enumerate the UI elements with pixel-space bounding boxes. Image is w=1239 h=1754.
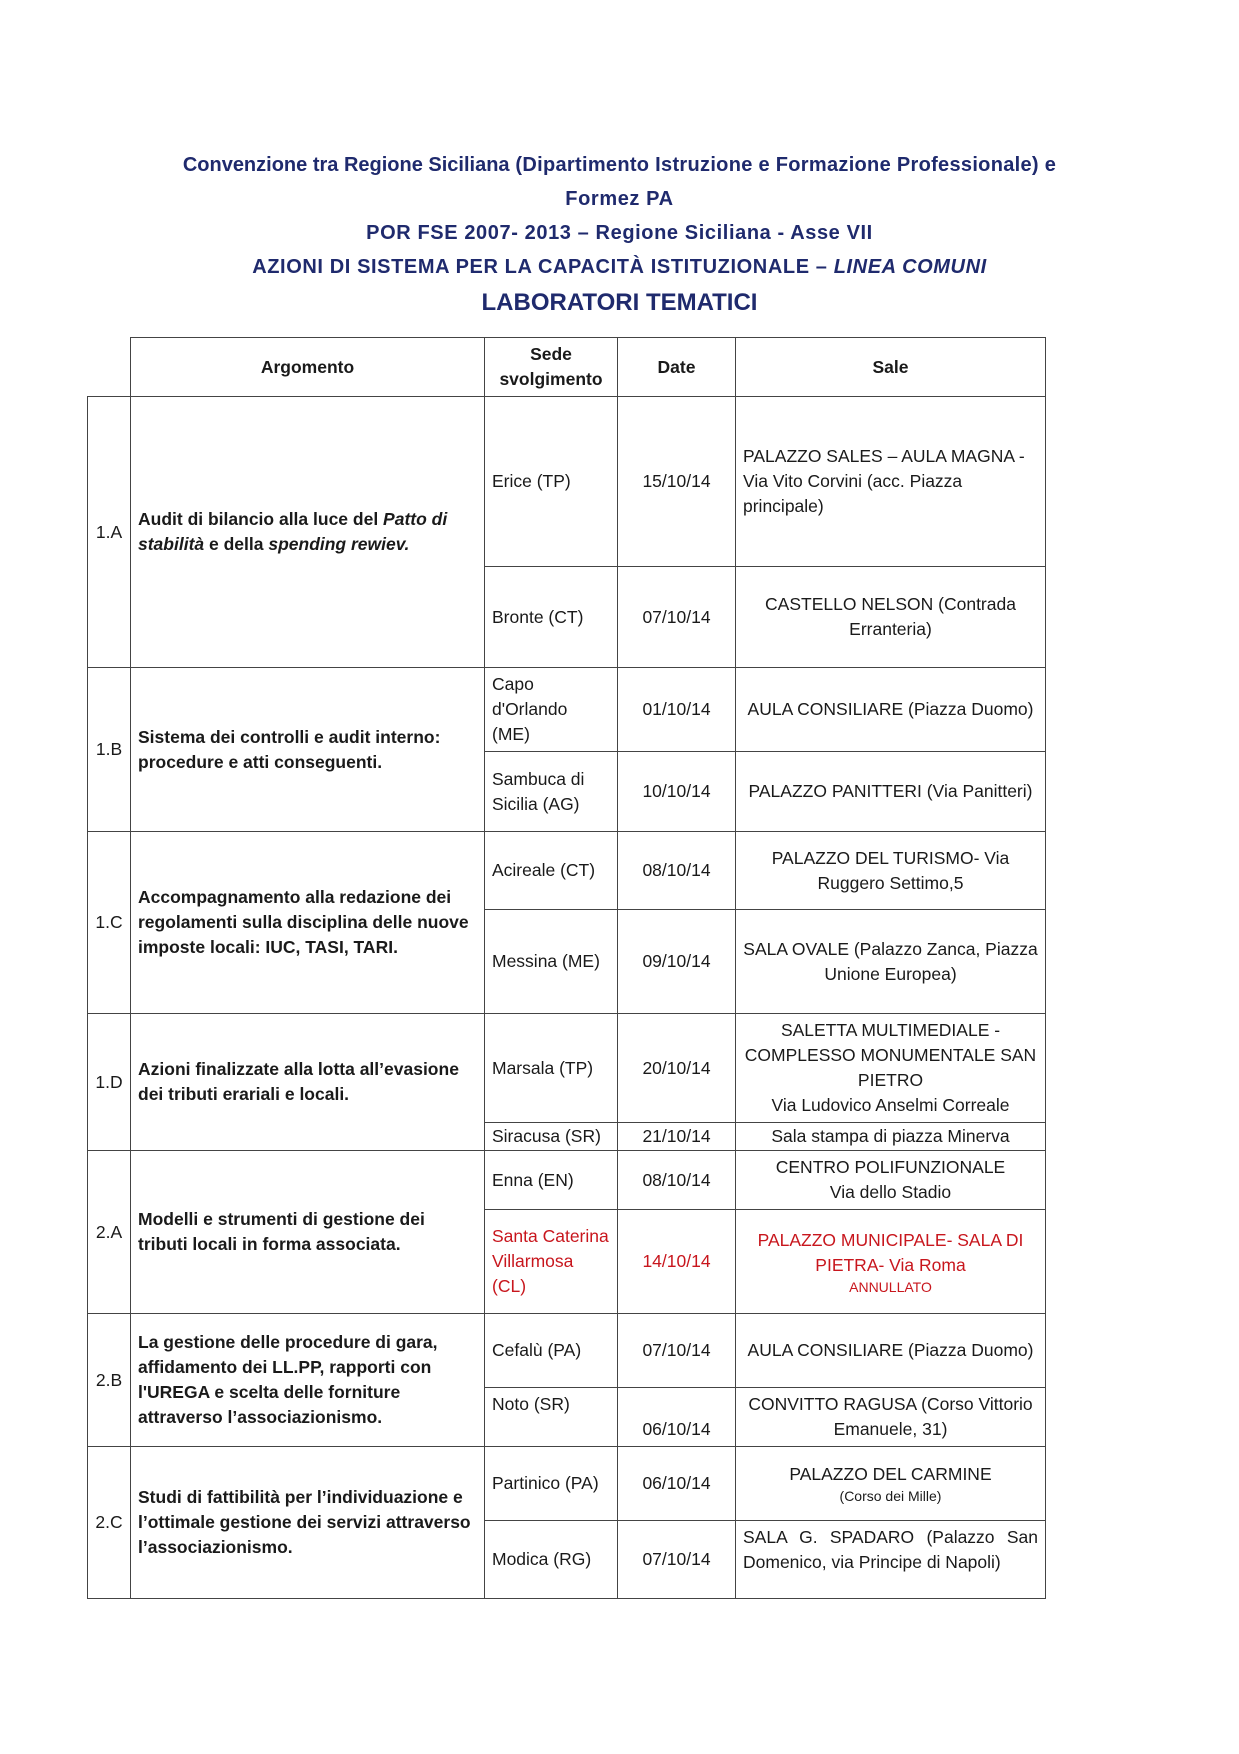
date-cell: 06/10/14 (618, 1447, 736, 1521)
table-row (88, 832, 1046, 910)
sale-cell: CONVITTO RAGUSA (Corso Vittorio Emanuele, 31) (736, 1388, 1046, 1447)
date-cell: 07/10/14 (618, 1314, 736, 1388)
sale-cell: PALAZZO MUNICIPALE- SALA DI PIETRA- Via Roma ANNULLATO (736, 1210, 1046, 1314)
group-code: 1.D (88, 1014, 131, 1151)
table-row (88, 1314, 1046, 1388)
sede-cell: Noto (SR) (485, 1388, 618, 1447)
sale-cell: SALA G. SPADARO (Palazzo San Domenico, via Principe di Napoli) (736, 1521, 1046, 1599)
table-row (88, 397, 1046, 567)
sede-cell: Santa Caterina Villarmosa (CL) (485, 1210, 618, 1314)
date-cell: 10/10/14 (618, 752, 736, 832)
group-code: 1.B (88, 668, 131, 832)
date-cell: 14/10/14 (618, 1210, 736, 1314)
sede-cell: Cefalù (PA) (485, 1314, 618, 1388)
header-sede: Sede svolgimento (485, 338, 618, 397)
date-cell: 06/10/14 (618, 1388, 736, 1447)
group-topic: Accompagnamento alla redazione dei regolamenti sulla disciplina delle nuove imposte locali: IUC, TASI, TARI. (131, 832, 485, 1014)
sale-cell: PALAZZO DEL CARMINE (Corso dei Mille) (736, 1447, 1046, 1521)
group-topic: La gestione delle procedure di gara, affidamento dei LL.PP, rapporti con l'UREGA e scelta delle forniture attraverso l’associazionismo. (131, 1314, 485, 1447)
sale-cell: AULA CONSILIARE (Piazza Duomo) (736, 668, 1046, 752)
group-code: 1.C (88, 832, 131, 1014)
sale-cell: PALAZZO SALES – AULA MAGNA - Via Vito Corvini (acc. Piazza principale) (736, 397, 1046, 567)
sede-cell: Partinico (PA) (485, 1447, 618, 1521)
header-line-1: Convenzione tra Regione Siciliana (Dipartimento Istruzione e Formazione Professionale) e (182, 154, 1057, 176)
table-row (88, 668, 1046, 752)
sede-cell: Capo d'Orlando (ME) (485, 668, 618, 752)
schedule-table (87, 337, 1046, 1599)
sale-cell: PALAZZO DEL TURISMO- Via Ruggero Settimo,5 (736, 832, 1046, 910)
sede-cell: Acireale (CT) (485, 832, 618, 910)
sede-cell: Erice (TP) (485, 397, 618, 567)
group-topic: Azioni finalizzate alla lotta all’evasione dei tributi erariali e locali. (131, 1014, 485, 1151)
group-topic: Studi di fattibilità per l’individuazione e l’ottimale gestione dei servizi attraverso l’associazionismo. (131, 1447, 485, 1599)
date-cell: 21/10/14 (618, 1123, 736, 1151)
status-badge: ANNULLATO (849, 1278, 932, 1295)
sede-cell: Enna (EN) (485, 1151, 618, 1210)
date-cell: 08/10/14 (618, 832, 736, 910)
group-topic: Sistema dei controlli e audit interno: procedure e atti conseguenti. (131, 668, 485, 832)
sale-cell: Sala stampa di piazza Minerva (736, 1123, 1046, 1151)
header-corner-cell (88, 338, 131, 397)
header-line-3: POR FSE 2007- 2013 – Regione Siciliana - Asse VII (366, 222, 873, 244)
sede-cell: Marsala (TP) (485, 1014, 618, 1123)
group-code: 2.C (88, 1447, 131, 1599)
sede-cell: Siracusa (SR) (485, 1123, 618, 1151)
table-row (88, 1447, 1046, 1521)
date-cell: 20/10/14 (618, 1014, 736, 1123)
sale-cell: PALAZZO PANITTERI (Via Panitteri) (736, 752, 1046, 832)
header-date: Date (618, 338, 736, 397)
date-cell: 01/10/14 (618, 668, 736, 752)
date-cell: 15/10/14 (618, 397, 736, 567)
group-topic: Audit di bilancio alla luce del Patto di stabilità e della spending rewiev. (131, 397, 485, 668)
sede-cell: Messina (ME) (485, 910, 618, 1014)
sale-cell: SALA OVALE (Palazzo Zanca, Piazza Unione Europea) (736, 910, 1046, 1014)
group-code: 2.B (88, 1314, 131, 1447)
date-cell: 09/10/14 (618, 910, 736, 1014)
sale-cell: CASTELLO NELSON (Contrada Erranteria) (736, 567, 1046, 668)
sede-cell: Modica (RG) (485, 1521, 618, 1599)
header-line-4: AZIONI DI SISTEMA PER LA CAPACITÀ ISTITUZIONALE – LINEA COMUNI (252, 256, 987, 278)
header-argomento: Argomento (131, 338, 485, 397)
header-line-2: Formez PA (565, 188, 674, 210)
header-sale: Sale (736, 338, 1046, 397)
sale-cell: SALETTA MULTIMEDIALE - COMPLESSO MONUMENTALE SAN PIETRO Via Ludovico Anselmi Correale (736, 1014, 1046, 1123)
document-header (0, 148, 1239, 322)
group-code: 1.A (88, 397, 131, 668)
table-row (88, 1014, 1046, 1123)
group-code: 2.A (88, 1151, 131, 1314)
sale-cell: AULA CONSILIARE (Piazza Duomo) (736, 1314, 1046, 1388)
sale-cell: CENTRO POLIFUNZIONALE Via dello Stadio (736, 1151, 1046, 1210)
date-cell: 08/10/14 (618, 1151, 736, 1210)
date-cell: 07/10/14 (618, 567, 736, 668)
sede-cell: Bronte (CT) (485, 567, 618, 668)
group-topic: Modelli e strumenti di gestione dei tributi locali in forma associata. (131, 1151, 485, 1314)
date-cell: 07/10/14 (618, 1521, 736, 1599)
table-header-row (88, 338, 1046, 397)
document-title: LABORATORI TEMATICI (481, 289, 758, 316)
table-row (88, 1151, 1046, 1210)
sede-cell: Sambuca di Sicilia (AG) (485, 752, 618, 832)
